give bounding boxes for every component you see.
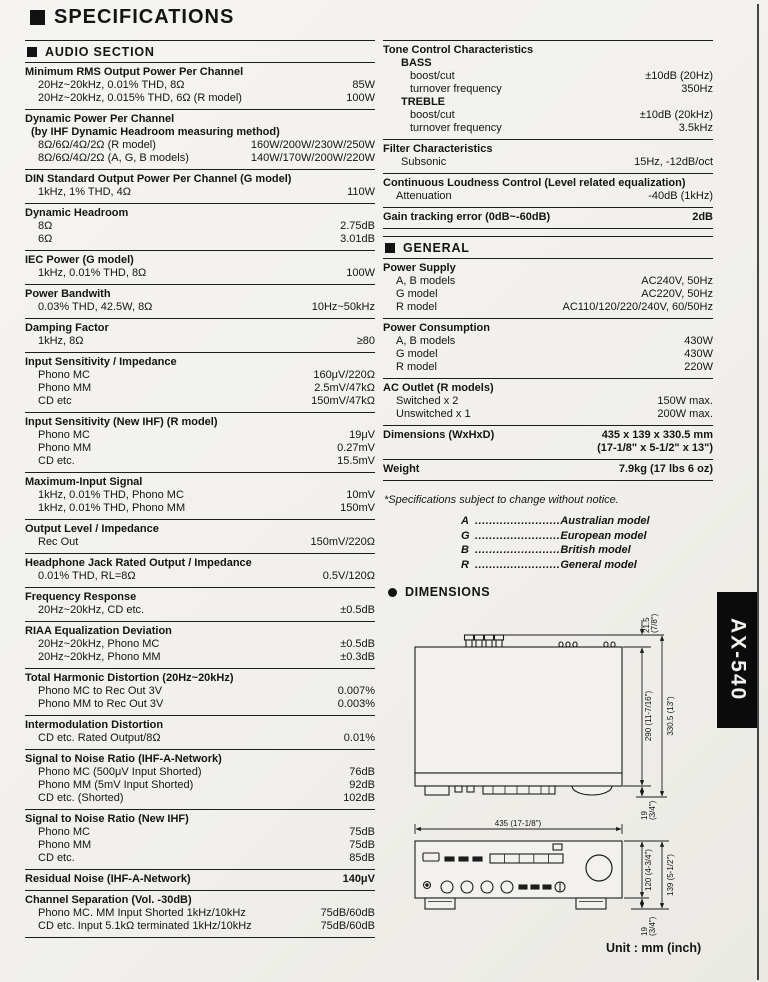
spec-row-label: A, B models [396, 335, 456, 347]
square-bullet-icon [27, 47, 37, 57]
spec-row-value: 350Hz [681, 83, 713, 95]
spec-block [25, 169, 375, 203]
spec-row [383, 335, 713, 348]
dim-label-rear-foot-mm: 19 [640, 811, 649, 820]
spec-title-row [25, 322, 375, 335]
spec-block [25, 621, 375, 668]
page-edge-line [757, 4, 759, 980]
spec-row-label: R model [396, 301, 437, 313]
spec-row-value: ±10dB (20kHz) [639, 109, 713, 121]
spec-row-value: ±0.3dB [340, 651, 375, 663]
spec-row-label: Unswitched x 1 [396, 408, 471, 420]
dimensions-header [388, 585, 490, 599]
dim-label-width: 435 (17-1/8") [494, 819, 542, 828]
spec-row [383, 288, 713, 301]
spec-title-row [25, 523, 375, 536]
spec-title-row [25, 207, 375, 220]
spec-block [25, 519, 375, 553]
model-name: Australian model [560, 515, 650, 527]
spec-title: Minimum RMS Output Power Per Channel [25, 66, 244, 78]
spec-row [25, 186, 375, 199]
spec-row-value: 220W [684, 361, 713, 373]
spec-row [25, 651, 375, 664]
top-view-drawing [415, 635, 622, 795]
spec-row [25, 907, 375, 920]
spec-block [25, 869, 375, 890]
spec-row-value: AC240V, 50Hz [641, 275, 713, 287]
spec-block [25, 250, 375, 284]
spec-row-label: 1kHz, 0.01% THD, Phono MM [38, 502, 186, 514]
spec-row-label: Phono MC [38, 369, 90, 381]
spec-title: Weight [383, 463, 420, 475]
spec-title-row [25, 557, 375, 570]
spec-title-row [25, 476, 375, 489]
spec-row-value: 150W max. [657, 395, 713, 407]
spec-row-label: Attenuation [396, 190, 452, 202]
model-code: R [461, 558, 469, 571]
spec-title-row [383, 382, 713, 395]
spec-row [383, 156, 713, 169]
spec-row-label: Phono MC to Rec Out 3V [38, 685, 163, 697]
spec-row-label: 20Hz~20kHz, Phono MM [38, 651, 161, 663]
spec-row-label: G model [396, 348, 438, 360]
model-legend [461, 514, 713, 572]
spec-row [25, 152, 375, 165]
dotted-leader: ........................ [475, 515, 561, 527]
right-column [383, 40, 713, 572]
spec-row-value: 430W [684, 335, 713, 347]
spec-row [25, 489, 375, 502]
spec-value: 7.9kg (17 lbs 6 oz) [618, 463, 713, 475]
spec-block [25, 553, 375, 587]
model-legend-item [461, 514, 713, 529]
spec-row-label: CD etc. (Shorted) [38, 792, 124, 804]
spec-row-value: 110W [347, 186, 375, 198]
spec-title: Damping Factor [25, 322, 109, 334]
spec-title-row [383, 262, 713, 275]
spec-title-row [25, 254, 375, 267]
spec-row [25, 732, 375, 745]
spec-row-label: 8Ω/6Ω/4Ω/2Ω (R model) [38, 139, 156, 151]
dotted-leader: ........................ [475, 544, 561, 556]
dim-label-total-height: 139 (5-1/2") [666, 854, 675, 896]
spec-row [25, 301, 375, 314]
spec-row-value: 430W [684, 348, 713, 360]
spec-row [25, 920, 375, 933]
spec-row-label: A, B models [396, 275, 456, 287]
spec-title-row [383, 211, 713, 224]
model-tab: AX-540 [717, 592, 758, 728]
spec-row [383, 395, 713, 408]
spec-block [383, 318, 713, 378]
spec-row-value: 0.27mV [337, 442, 375, 454]
spec-row-value: 140W/170W/200W/220W [250, 152, 375, 164]
spec-value: 2dB [692, 211, 713, 223]
spec-row [25, 92, 375, 105]
dimensions-diagram [383, 598, 718, 968]
model-code: B [461, 544, 469, 556]
spec-row [25, 429, 375, 442]
spec-row-value: AC220V, 50Hz [641, 288, 713, 300]
model-legend-item [461, 543, 713, 558]
spec-block [383, 41, 713, 139]
spec-row [25, 766, 375, 779]
spec-row-value: 10mV [346, 489, 375, 501]
spec-row [25, 502, 375, 515]
spec-row-value: 75dB/60dB [320, 907, 375, 919]
spec-value: 140μV [342, 873, 375, 885]
spec-row-label: turnover frequency [410, 83, 502, 95]
spec-row-label: G model [396, 288, 438, 300]
audio-section-header [25, 40, 375, 63]
spec-row-label: TREBLE [401, 96, 445, 108]
spec-title-row [25, 173, 375, 186]
spec-title: Dimensions (WxHxD) [383, 429, 495, 441]
spec-row [25, 382, 375, 395]
spec-row-value: 2.75dB [340, 220, 375, 232]
spec-block [383, 173, 713, 207]
dim-label-front-foot-inch: (3/4") [648, 916, 657, 936]
spec-row [25, 792, 375, 805]
spec-row-label: 20Hz~20kHz, 0.01% THD, 8Ω [38, 79, 185, 91]
spec-row [25, 455, 375, 468]
spec-row [25, 395, 375, 408]
spec-title: Frequency Response [25, 591, 137, 603]
spec-row-label: boost/cut [410, 109, 455, 121]
spec-row [383, 361, 713, 374]
square-bullet-icon [30, 10, 45, 25]
front-view-drawing [415, 824, 622, 909]
spec-row [25, 220, 375, 233]
spec-row [383, 190, 713, 203]
spec-row-value: 0.003% [337, 698, 375, 710]
spec-title-row [25, 288, 375, 301]
spec-row-value: 85W [352, 79, 375, 91]
spec-title: Channel Separation (Vol. -30dB) [25, 894, 192, 906]
spec-row-value: 75dB [349, 826, 375, 838]
spec-title-row [25, 894, 375, 907]
spec-title-row [383, 143, 713, 156]
spec-row-label: Phono MM to Rec Out 3V [38, 698, 164, 710]
spec-title-row [383, 177, 713, 190]
spec-row-label: Phono MM [38, 442, 92, 454]
spec-row [383, 408, 713, 421]
footnote: *Specifications subject to change without notice. [384, 494, 619, 506]
spec-title: AC Outlet (R models) [383, 382, 494, 394]
spec-title: Signal to Noise Ratio (New IHF) [25, 813, 189, 825]
spec-block [25, 109, 375, 169]
spec-row [383, 109, 713, 122]
spec-row [383, 122, 713, 135]
spec-row-label: BASS [401, 57, 432, 69]
spec-title-row [25, 113, 375, 126]
spec-block [25, 63, 375, 109]
spec-row-value: 19μV [349, 429, 375, 441]
spec-title-row [25, 873, 375, 886]
spec-title-row [25, 591, 375, 604]
spec-title: Continuous Loudness Control (Level related equalization) [383, 177, 686, 189]
spec-title-row [383, 44, 713, 57]
spec-row-value: 75dB [349, 839, 375, 851]
page-title [30, 6, 234, 29]
spec-row [383, 57, 713, 70]
spec-row [25, 233, 375, 246]
spec-row-label: 8Ω/6Ω/4Ω/2Ω (A, G, B models) [38, 152, 189, 164]
spec-title-row [383, 463, 713, 476]
spec-title-row [383, 429, 713, 455]
spec-value [597, 429, 713, 455]
spec-value-line: 435 x 139 x 330.5 mm [601, 429, 713, 441]
spec-block [25, 890, 375, 937]
spec-row-value: 75dB/60dB [320, 920, 375, 932]
spec-row [383, 275, 713, 288]
square-bullet-icon [385, 243, 395, 253]
spec-row [383, 301, 713, 314]
model-code: G [461, 529, 470, 542]
spec-row-label: turnover frequency [410, 122, 502, 134]
spec-title-row [25, 813, 375, 826]
spec-row [25, 570, 375, 583]
spec-title: DIN Standard Output Power Per Channel (G model) [25, 173, 292, 185]
spec-row [25, 604, 375, 617]
spec-row [25, 335, 375, 348]
spec-row-label: 0.01% THD, RL=8Ω [38, 570, 136, 582]
spec-block [383, 425, 713, 459]
model-code: A [461, 515, 469, 527]
spec-title-row [25, 753, 375, 766]
spec-row-label: Rec Out [38, 536, 79, 548]
spec-row-value: ±10dB (20Hz) [645, 70, 713, 82]
unit-note: Unit : mm (inch) [606, 941, 702, 955]
dim-label-front-foot-mm: 19 [640, 927, 649, 936]
spec-row-value: -40dB (1kHz) [648, 190, 713, 202]
spec-title-row [25, 356, 375, 369]
audio-spec-blocks-continued [383, 40, 713, 229]
spec-row-value: 3.01dB [340, 233, 375, 245]
spec-title: Dynamic Headroom [25, 207, 129, 219]
model-name: European model [560, 529, 647, 542]
spec-row [25, 536, 375, 549]
spec-row-value: 200W max. [657, 408, 713, 420]
spec-row-value: 10Hz~50kHz [311, 301, 375, 313]
spec-title: Filter Characteristics [383, 143, 493, 155]
dim-label-rear-foot-inch: (3/4") [648, 800, 657, 820]
spec-title-row [25, 416, 375, 429]
spec-title-row [383, 322, 713, 335]
audio-section-title: AUDIO SECTION [45, 45, 155, 59]
spec-block [25, 668, 375, 715]
spec-title: Tone Control Characteristics [383, 44, 534, 56]
audio-section-column [25, 40, 375, 938]
spec-row-label: 0.03% THD, 42.5W, 8Ω [38, 301, 153, 313]
dimensions-title: DIMENSIONS [405, 585, 491, 599]
model-name: General model [560, 558, 637, 571]
spec-value-line: (17-1/8" x 5-1/2" x 13") [597, 442, 713, 454]
spec-row-label: Phono MC [38, 826, 90, 838]
spec-row [383, 83, 713, 96]
spec-block [383, 139, 713, 173]
spec-row-label: CD etc. Input 5.1kΩ terminated 1kHz/10kHz [38, 920, 252, 932]
spec-block [25, 284, 375, 318]
spec-row-value: 0.5V/120Ω [322, 570, 375, 582]
spec-row [25, 852, 375, 865]
spec-row-label: 6Ω [38, 233, 53, 245]
spec-row-label: CD etc. [38, 455, 75, 467]
spec-row-label: 1kHz, 0.01% THD, Phono MC [38, 489, 184, 501]
spec-row-label: (by IHF Dynamic Headroom measuring method) [31, 126, 280, 138]
spec-row-value: ±0.5dB [340, 604, 375, 616]
spec-row-label: Phono MM [38, 382, 92, 394]
spec-title: Output Level / Impedance [25, 523, 159, 535]
spec-title: Input Sensitivity / Impedance [25, 356, 177, 368]
spec-block [383, 207, 713, 228]
spec-row-label: Subsonic [401, 156, 447, 168]
page-title-text: SPECIFICATIONS [54, 6, 235, 28]
spec-row-value: 15.5mV [337, 455, 375, 467]
spec-title: Total Harmonic Distortion (20Hz~20kHz) [25, 672, 234, 684]
spec-title-row [25, 66, 375, 79]
spec-row [25, 779, 375, 792]
spec-row [25, 685, 375, 698]
spec-row [25, 126, 375, 139]
general-section-header [383, 236, 713, 259]
spec-block [25, 587, 375, 621]
spec-title: Input Sensitivity (New IHF) (R model) [25, 416, 218, 428]
dotted-leader: ........................ [475, 529, 561, 542]
spec-row [25, 638, 375, 651]
spec-row [383, 70, 713, 83]
spec-title: Headphone Jack Rated Output / Impedance [25, 557, 252, 569]
spec-title-row [25, 719, 375, 732]
spec-row-value: 150mV [340, 502, 375, 514]
spec-block [25, 749, 375, 809]
spec-title: Power Consumption [383, 322, 490, 334]
spec-row-label: 20Hz~20kHz, Phono MC [38, 638, 160, 650]
spec-block [25, 809, 375, 869]
spec-row-value: 76dB [349, 766, 375, 778]
spec-row-label: Phono MM [38, 839, 92, 851]
spec-block [383, 378, 713, 425]
spec-title: Maximum-Input Signal [25, 476, 143, 488]
spec-row-label: Phono MC [38, 429, 90, 441]
dim-label-total-depth: 330.5 (13") [666, 696, 675, 736]
spec-row [25, 698, 375, 711]
dim-label-rear-offset-mm: 21.5 [642, 617, 651, 633]
spec-row-value: 92dB [349, 779, 375, 791]
spec-row-label: 1kHz, 8Ω [38, 335, 84, 347]
spec-row-value: 0.007% [337, 685, 375, 697]
spec-row-value: 85dB [349, 852, 375, 864]
spec-row-value: 2.5mV/47kΩ [314, 382, 375, 394]
spec-row-label: 8Ω [38, 220, 53, 232]
general-section-title: GENERAL [403, 241, 470, 255]
spec-row-label: CD etc. [38, 852, 75, 864]
spec-row-label: Phono MC (500μV Input Shorted) [38, 766, 202, 778]
spec-title: RIAA Equalization Deviation [25, 625, 172, 637]
spec-row-value: ≥80 [356, 335, 375, 347]
audio-spec-blocks [25, 63, 375, 938]
spec-row-label: Switched x 2 [396, 395, 459, 407]
dim-label-body-depth: 290 (11-7/16") [644, 690, 653, 742]
spec-title: Dynamic Power Per Channel [25, 113, 175, 125]
spec-row-label: Phono MC. MM Input Shorted 1kHz/10kHz [38, 907, 246, 919]
spec-block [25, 203, 375, 250]
spec-block [25, 412, 375, 472]
spec-row [25, 839, 375, 852]
spec-row [383, 348, 713, 361]
spec-row-value: 15Hz, -12dB/oct [634, 156, 713, 168]
spec-row [25, 267, 375, 280]
spec-block [383, 259, 713, 318]
spec-row-value: 150mV/47kΩ [311, 395, 375, 407]
spec-row-label: 1kHz, 0.01% THD, 8Ω [38, 267, 147, 279]
spec-title-row [25, 672, 375, 685]
spec-row-value: ±0.5dB [340, 638, 375, 650]
spec-row-value: 100W [346, 92, 375, 104]
spec-row-value: 160μV/220Ω [313, 369, 375, 381]
spec-row [25, 442, 375, 455]
spec-block [25, 472, 375, 519]
general-spec-blocks [383, 259, 713, 481]
spec-block [25, 352, 375, 412]
spec-row-value: 160W/200W/230W/250W [250, 139, 375, 151]
model-legend-item [461, 529, 713, 544]
spec-row [25, 139, 375, 152]
spec-block [383, 459, 713, 480]
spec-block [25, 318, 375, 352]
spec-row-value: 102dB [343, 792, 375, 804]
spec-row-label: CD etc. Rated Output/8Ω [38, 732, 161, 744]
spec-title: Power Supply [383, 262, 456, 274]
spec-title: Signal to Noise Ratio (IHF-A-Network) [25, 753, 222, 765]
spec-row [25, 79, 375, 92]
model-legend-item [461, 558, 713, 573]
spec-block [25, 715, 375, 749]
spec-row-value: 100W [346, 267, 375, 279]
spec-row-value: 0.01% [343, 732, 375, 744]
dim-label-panel-height: 120 (4-3/4") [644, 849, 653, 891]
spec-title-row [25, 625, 375, 638]
spec-row-label: CD etc [38, 395, 72, 407]
spec-title: Gain tracking error (0dB~-60dB) [383, 211, 551, 223]
spec-row-label: 20Hz~20kHz, 0.015% THD, 6Ω (R model) [38, 92, 242, 104]
spec-row-label: boost/cut [410, 70, 455, 82]
spec-title: Residual Noise (IHF-A-Network) [25, 873, 191, 885]
spec-row-label: 20Hz~20kHz, CD etc. [38, 604, 145, 616]
dim-label-rear-offset-inch: (7/8") [650, 613, 659, 633]
model-name: British model [560, 544, 631, 556]
spec-row [25, 369, 375, 382]
spec-row [25, 826, 375, 839]
spec-row-value: AC110/120/220/240V, 60/50Hz [562, 301, 713, 313]
spec-row [383, 96, 713, 109]
spec-row-label: R model [396, 361, 437, 373]
spec-row-value: 150mV/220Ω [310, 536, 375, 548]
spec-title: IEC Power (G model) [25, 254, 134, 266]
spec-title: Power Bandwith [25, 288, 111, 300]
spec-row-label: Phono MM (5mV Input Shorted) [38, 779, 194, 791]
spec-row-value: 3.5kHz [678, 122, 713, 134]
spec-title: Intermodulation Distortion [25, 719, 164, 731]
dotted-leader: ........................ [475, 558, 561, 571]
circle-bullet-icon [388, 588, 397, 597]
spec-row-label: 1kHz, 1% THD, 4Ω [38, 186, 131, 198]
